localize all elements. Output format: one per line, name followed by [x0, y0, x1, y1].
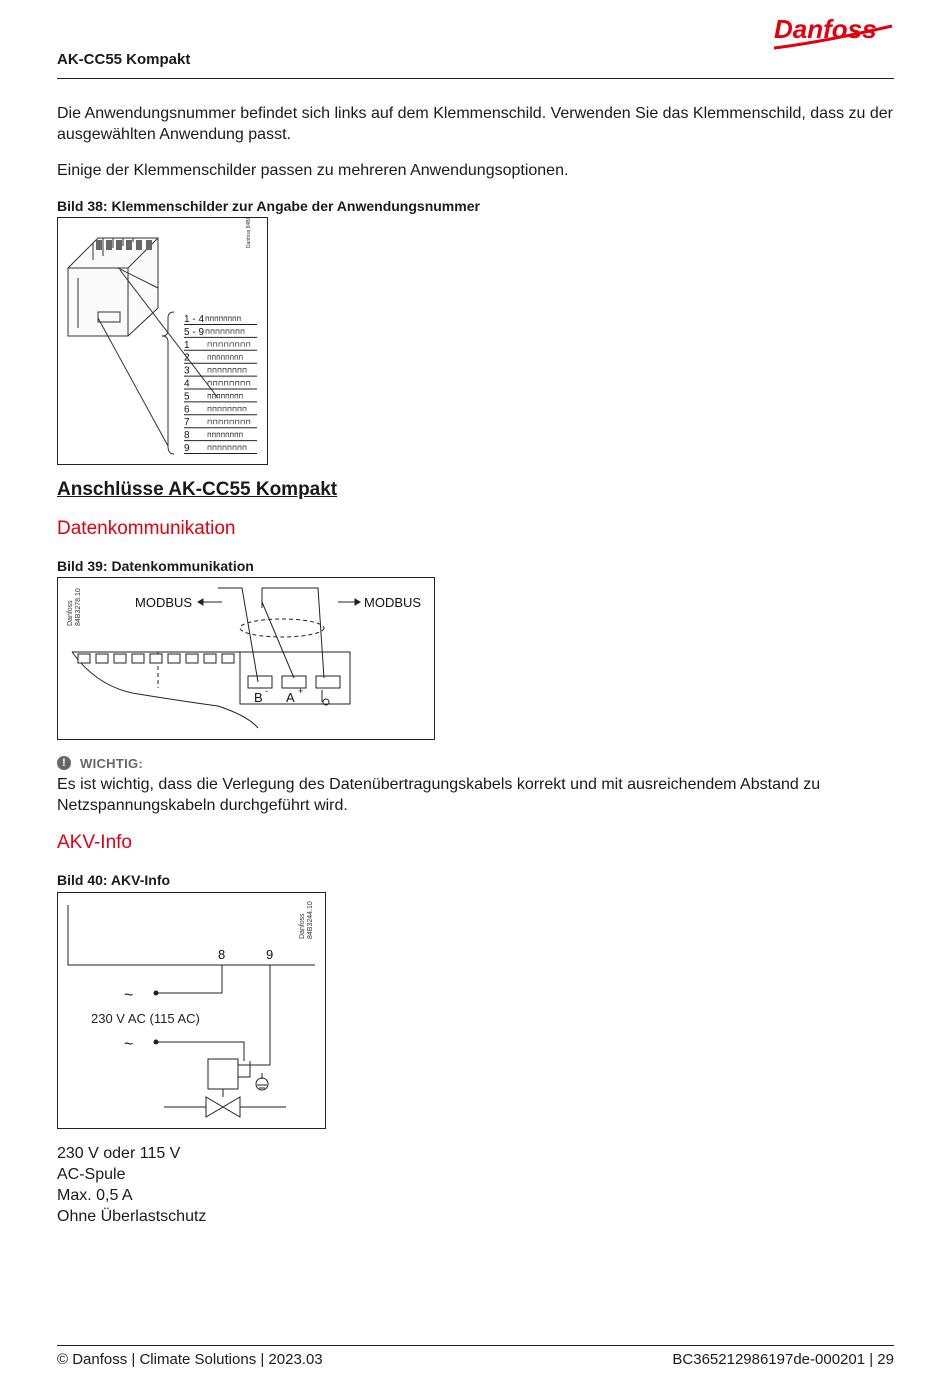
terminal-label-row: 5 — [184, 391, 190, 403]
terminal-strip-icon — [208, 382, 250, 386]
terminal-b-label: B — [254, 690, 263, 705]
terminal-label-row: 3 — [184, 365, 190, 377]
akv-heading: AKV-Info — [57, 832, 132, 853]
terminal-label-row: 6 — [184, 404, 190, 416]
figure-40-code-2: 84B3244.10 — [307, 901, 314, 939]
figure-38 — [57, 217, 268, 465]
terminal-label-row: 1 — [184, 339, 190, 351]
figure-40-caption: Bild 40: AKV-Info — [57, 872, 171, 888]
intro-paragraph-1: Die Anwendungsnummer befindet sich links auf dem Klemmenschild. Verwenden Sie das Klemmenschild, dass zu der ausgewählten Anwendung passt. — [57, 105, 893, 143]
figure-38-caption: Bild 38: Klemmenschilder zur Angabe der Anwendungsnummer — [57, 198, 480, 214]
footer-left: © Danfoss | Climate Solutions | 2023.03 — [57, 1351, 323, 1368]
terminal-strip-icon — [206, 317, 240, 321]
svg-text:Danfoss: Danfoss — [774, 14, 877, 44]
terminal-strip-icon — [206, 330, 244, 334]
terminal-label-row: 4 — [184, 378, 190, 390]
header-title: AK-CC55 Kompakt — [57, 51, 191, 68]
warning-label: WICHTIG: — [80, 756, 144, 771]
terminal-strip-icon — [208, 433, 242, 437]
warning-text: Es ist wichtig, dass die Verlegung des Datenübertragungskabels korrekt und mit ausreichendem Abstand zu Netzspannungskabeln durchgeführt wird. — [57, 776, 821, 814]
datenkommunikation-heading: Datenkommunikation — [57, 518, 236, 539]
terminal-strip-icon — [208, 407, 246, 411]
figure-39-code-1: Danfoss — [67, 600, 74, 626]
tilde-bottom: ~ — [124, 1036, 134, 1053]
figure-39 — [57, 577, 435, 740]
figure-38-code: Danfoss 84B8294 — [246, 218, 252, 248]
figure-39-caption: Bild 39: Datenkommunikation — [57, 558, 254, 574]
terminal-label-row: 1 - 4 — [184, 314, 205, 325]
terminal-label-row: 2 — [184, 352, 190, 364]
voltage-label: 230 V AC (115 AC) — [91, 1011, 200, 1026]
terminal-strip-icon — [208, 446, 246, 450]
footer-rule — [57, 1345, 894, 1346]
terminal-strip-icon — [208, 356, 242, 360]
modbus-left-label: MODBUS — [135, 595, 193, 610]
section-title: Anschlüsse AK-CC55 Kompakt — [57, 479, 338, 500]
terminal-label-row: 9 — [184, 443, 190, 454]
spec-line-4: Ohne Überlastschutz — [57, 1208, 207, 1225]
intro-paragraph-2: Einige der Klemmenschilder passen zu mehreren Anwendungsoptionen. — [57, 162, 569, 179]
figure-39-code-2: 84B3278.10 — [75, 588, 82, 626]
terminal-strip-icon — [208, 394, 242, 398]
tilde-top: ~ — [124, 987, 134, 1004]
terminal-strip-icon — [208, 369, 246, 373]
modbus-right-label: MODBUS — [364, 595, 422, 610]
spec-line-3: Max. 0,5 A — [57, 1187, 133, 1204]
terminal-a-plus: + — [298, 686, 304, 696]
terminal-label-row: 5 - 9 — [184, 326, 205, 338]
header-rule — [57, 78, 894, 79]
terminal-strip-icon — [208, 343, 250, 347]
figure-40 — [57, 892, 326, 1129]
terminal-a-label: A — [286, 690, 295, 705]
terminal-strip-icon — [208, 420, 250, 424]
terminal-8-label: 8 — [218, 947, 226, 962]
spec-line-1: 230 V oder 115 V — [57, 1145, 181, 1162]
terminal-label-row: 7 — [184, 417, 190, 429]
danfoss-logo — [768, 4, 896, 59]
warning-icon: ! — [57, 756, 71, 770]
terminal-b-minus: - — [265, 686, 268, 696]
figure-40-code-1: Danfoss — [299, 913, 306, 939]
spec-line-2: AC-Spule — [57, 1166, 126, 1183]
ground-icon — [322, 690, 329, 705]
terminal-9-label: 9 — [266, 947, 274, 962]
footer-right: BC365212986197de-000201 | 29 — [672, 1351, 894, 1368]
terminal-label-row: 8 — [184, 430, 190, 442]
